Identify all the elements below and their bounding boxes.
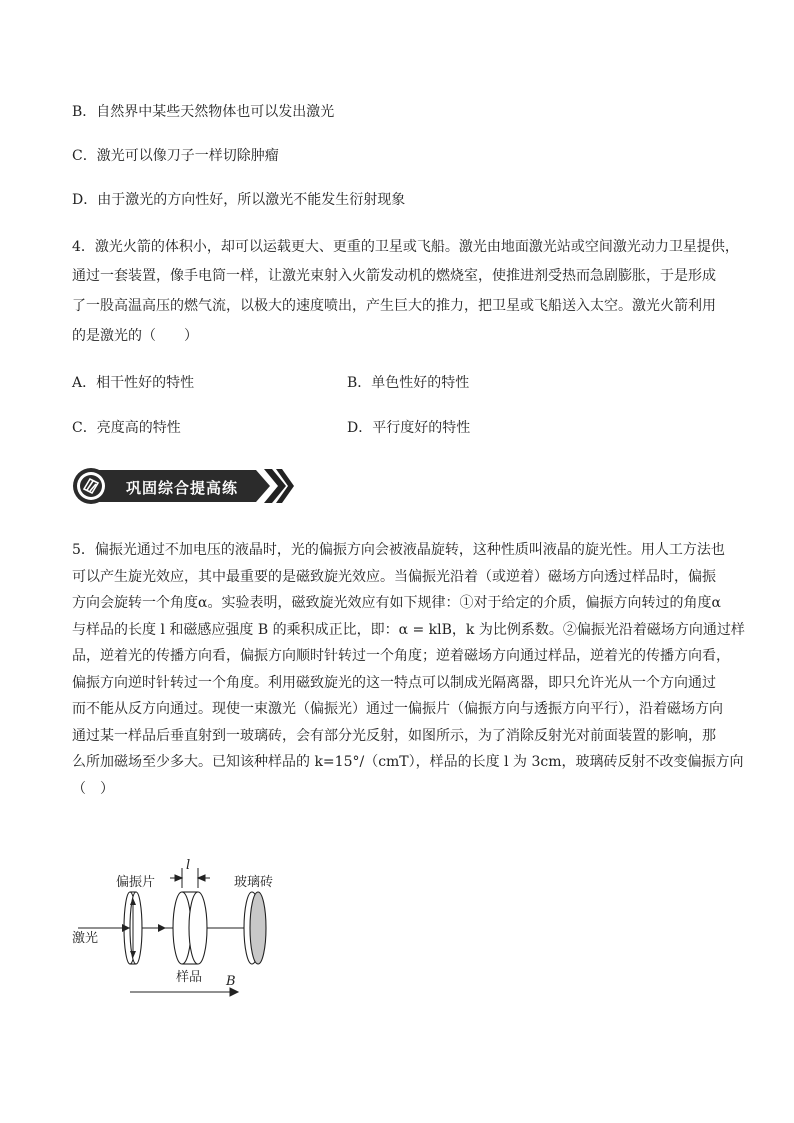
label-laser: 激光 [72, 931, 99, 946]
laser-arrow-1 [122, 924, 130, 932]
q4-stem-line-3: 了一股高温高压的燃气流，以极大的速度喷出，产生巨大的推力，把卫星或飞船送入太空。激光火箭利用 [72, 298, 716, 314]
q4-stem-line-1: 4．激光火箭的体积小，却可以运载更大、更重的卫星或飞船。激光由地面激光站或空间激光动力卫星提供， [72, 239, 739, 255]
q5-line-7: 而不能从反方向通过。现使一束激光（偏振光）通过一偏振片（偏振方向与透振方向平行），沿着磁场方向 [72, 701, 723, 717]
q5-line-9: 么所加磁场至少多大。已知该种样品的 k=15°/（cmT），样品的长度 l 为 3cm，玻璃砖反射不改变偏振方向 [72, 754, 744, 770]
glass-brick [244, 892, 266, 964]
q5-line-5: 品，逆着光的传播方向看，偏振方向顺时针转过一个角度；逆着磁场方向通过样品，逆着光的传播方向看， [72, 648, 730, 664]
label-length: l [186, 858, 191, 873]
q5-line-2: 可以产生旋光效应，其中最重要的是磁致旋光效应。当偏振光沿着（或逆着）磁场方向透过样品时，偏振 [72, 568, 716, 585]
section-banner-title: 巩固综合提高练 [126, 479, 239, 497]
sample-cylinder [173, 892, 207, 964]
q4-stem-line-4: 的是激光的（ ） [72, 328, 198, 344]
q4-option-d: D．平行度好的特性 [347, 420, 471, 436]
q5-line-6: 偏振方向逆时针转过一个角度。利用磁致旋光的这一特点可以制成光隔离器，即只允许光从一个方向通过 [72, 674, 716, 691]
label-field: B [226, 974, 236, 989]
q4-stem-line-2: 通过一套装置，像手电筒一样，让激光束射入火箭发动机的燃烧室，使推进剂受热而急剧膨胀，于是形成 [72, 268, 716, 284]
q5-line-3: 方向会旋转一个角度α。实验表明，磁致旋光效应有如下规律：①对于给定的介质，偏振方向转过的角度α [72, 595, 721, 611]
q4-option-a: A．相干性好的特性 [72, 375, 195, 391]
q4-option-c: C．亮度高的特性 [72, 420, 181, 436]
q3-option-b: B．自然界中某些天然物体也可以发出激光 [72, 104, 335, 120]
q5-stem [72, 537, 745, 802]
laser-arrow-2 [158, 924, 166, 932]
label-glass: 玻璃砖 [234, 875, 274, 890]
q5-line-8: 通过某一样品后垂直射到一玻璃砖，会有部分光反射，如图所示，为了消除反射光对前面装置的影响，那 [72, 727, 716, 744]
label-polarizer: 偏振片 [116, 875, 156, 890]
q3-option-c: C．激光可以像刀子一样切除肿瘤 [72, 148, 279, 164]
q3-option-d: D．由于激光的方向性好，所以激光不能发生衍射现象 [72, 192, 406, 208]
q4-option-b: B．单色性好的特性 [347, 375, 470, 391]
q5-line-1: 5．偏振光通过不加电压的液晶时，光的偏振方向会被液晶旋转，这种性质叫液晶的旋光性。用人工方法也 [72, 542, 725, 558]
q5-line-10: （ ） [72, 780, 114, 797]
label-sample: 样品 [176, 970, 203, 985]
magnetic-field-arrow [130, 988, 238, 996]
q5-line-4: 与样品的长度 l 和磁感应强度 B 的乘积成正比，即：α = klB，k 为比例系数。②偏振光沿着磁场方向通过样 [72, 621, 745, 638]
